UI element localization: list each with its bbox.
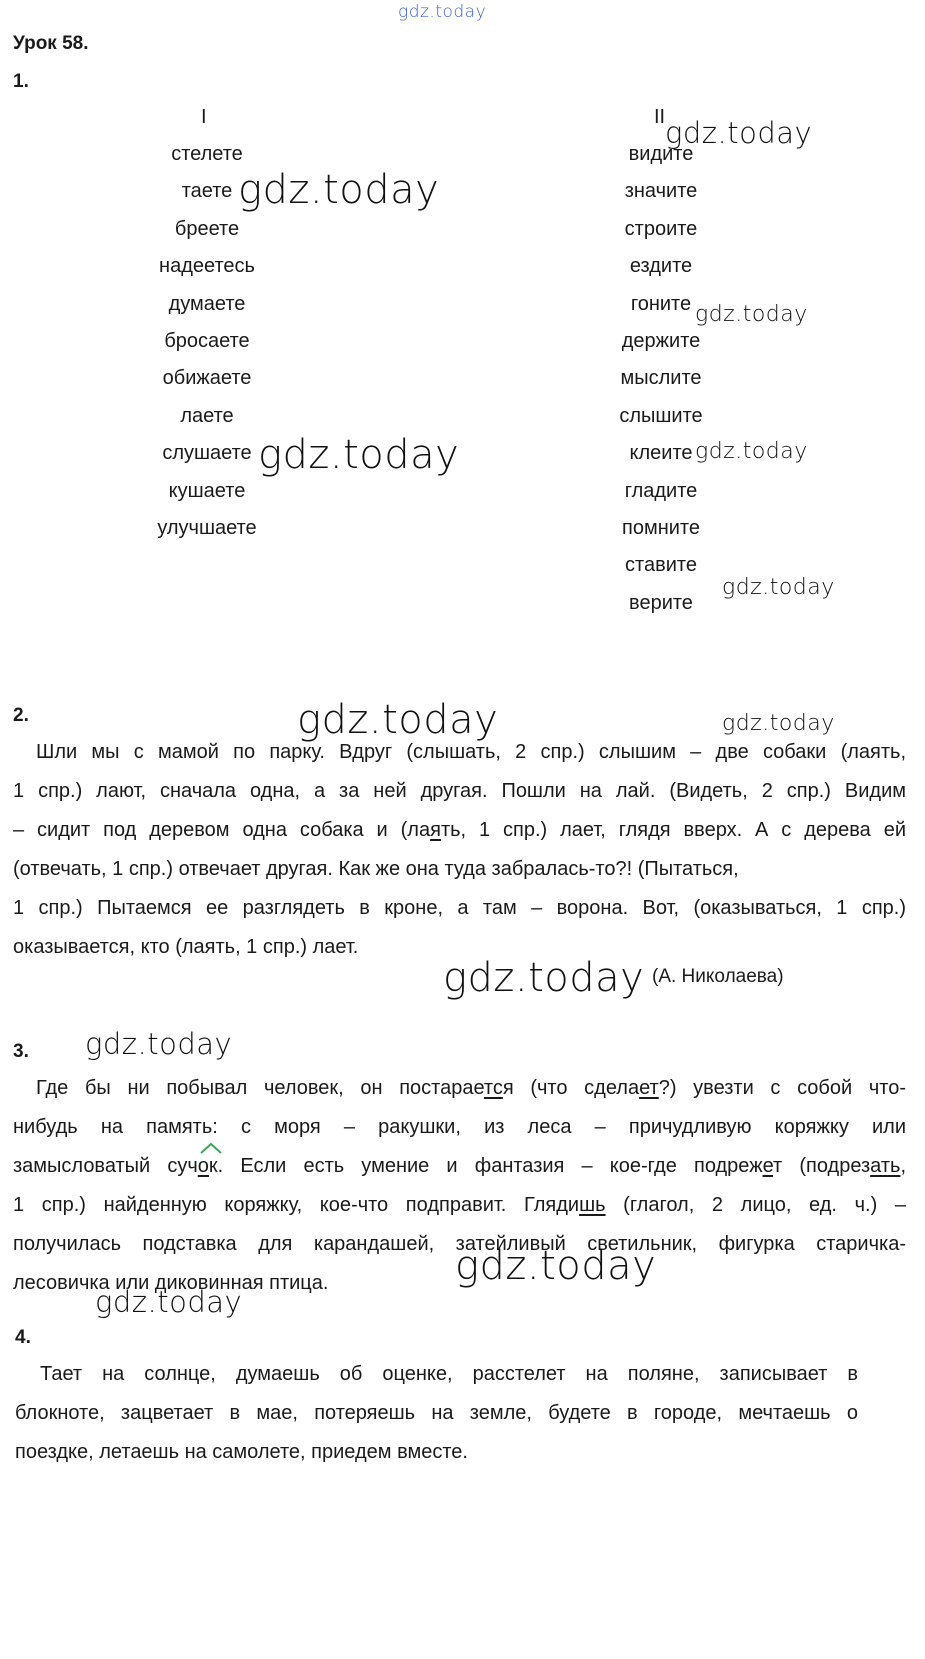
verb-word: гоните xyxy=(630,292,692,315)
verb-word: думаете xyxy=(168,292,246,315)
watermark: gdz.today xyxy=(695,302,808,327)
author-credit: (А. Николаева) xyxy=(652,966,784,987)
watermark: gdz.today xyxy=(443,955,645,1001)
watermark: gdz.today xyxy=(238,167,440,213)
text-line: Где бы ни побывал человек, он постарается (что сделает?) увезти с собой что- xyxy=(36,1077,906,1099)
exercise-2-number: 2. xyxy=(13,705,29,726)
verb-word: гладите xyxy=(624,479,698,502)
verb-word: ставите xyxy=(625,554,697,577)
verb-word: мыслите xyxy=(620,367,702,390)
watermark: gdz.today xyxy=(95,1285,243,1319)
text-line: нибудь на память: с моря – ракушки, из леса – причудливую коряжку или xyxy=(13,1116,906,1138)
column-2-header: II xyxy=(654,106,666,128)
text-line: оказывается, кто (лаять, 1 спр.) лает. xyxy=(13,936,359,958)
verb-word: значите xyxy=(624,180,698,203)
watermark: gdz.today xyxy=(722,575,835,600)
text-line: – сидит под деревом одна собака и (лаять, 1 спр.) лает, глядя вверх. А с дерева ей xyxy=(13,819,906,841)
watermark: gdz.today xyxy=(695,439,808,464)
verb-word: лаете xyxy=(180,404,234,427)
text-line: блокноте, зацветает в мае, потеряешь на земле, будете в городе, мечтаешь о xyxy=(15,1402,858,1424)
watermark: gdz.today xyxy=(85,1027,233,1061)
exercise-1-number: 1. xyxy=(13,71,29,92)
verb-word: кушаете xyxy=(168,479,246,502)
verb-word: видите xyxy=(628,143,694,165)
watermark: gdz.today xyxy=(258,432,460,478)
verb-word: слушаете xyxy=(162,442,252,465)
exercise-4-text xyxy=(15,1355,858,1472)
text-line: Тает на солнце, думаешь об оценке, расстелет на поляне, записывает в xyxy=(40,1363,858,1385)
text-line: 1 спр.) найденную коряжку, кое-что подправит. Глядишь (глагол, 2 лицо, ед. ч.) – xyxy=(13,1194,906,1216)
verb-word: ездите xyxy=(629,255,693,278)
exercise-2-text xyxy=(13,733,906,967)
watermark: gdz.today xyxy=(665,116,813,150)
watermark-top: gdz.today xyxy=(398,2,487,22)
column-1-header: I xyxy=(201,106,207,128)
root-mark-icon xyxy=(200,1142,222,1154)
watermark: gdz.today xyxy=(297,697,499,743)
verb-word: улучшаете xyxy=(157,517,257,539)
text-line: замысловатый сучок. Если есть умение и фантазия – кое-где подрежет (подрезать, xyxy=(13,1155,906,1177)
text-line: лесовичка или диковинная птица. xyxy=(13,1272,329,1294)
verb-word: обижаете xyxy=(162,367,252,390)
text-line: (отвечать, 1 спр.) отвечает другая. Как же она туда забралась-то?! (Пытаться, xyxy=(13,858,739,880)
verb-word: бреете xyxy=(174,217,240,240)
verb-word: клеите xyxy=(629,442,693,465)
verb-word: верите xyxy=(629,591,693,614)
text-line: Шли мы с мамой по парку. Вдруг (слышать, 2 спр.) слышим – две собаки (лаять, xyxy=(36,741,906,763)
watermark: gdz.today xyxy=(722,711,835,736)
verb-word: надеетесь xyxy=(159,255,255,278)
verb-word: бросаете xyxy=(164,330,250,352)
verb-word: слышите xyxy=(619,404,703,427)
exercise-4-number: 4. xyxy=(15,1327,31,1348)
underlined-letter: я xyxy=(430,819,441,841)
lesson-title: Урок 58. xyxy=(13,33,89,54)
text-line: 1 спр.) Пытаемся ее разглядеть в кроне, а там – ворона. Вот, (оказываться, 1 спр.) xyxy=(13,897,906,919)
text-line: поездке, летаешь на самолете, приедем вместе. xyxy=(15,1441,468,1463)
exercise-3-number: 3. xyxy=(13,1041,29,1062)
text-line: получилась подставка для карандашей, затейливый светильник, фигурка старичка- xyxy=(13,1233,906,1255)
verb-word: стелете xyxy=(171,143,243,165)
verb-word: помните xyxy=(622,517,700,539)
verb-word: строите xyxy=(624,217,698,240)
verb-word: таете xyxy=(181,180,233,203)
watermark: gdz.today xyxy=(455,1243,657,1289)
text-line: 1 спр.) лают, сначала одна, а за ней другая. Пошли на лай. (Видеть, 2 спр.) Видим xyxy=(13,780,906,802)
verb-word: держите xyxy=(621,330,701,352)
